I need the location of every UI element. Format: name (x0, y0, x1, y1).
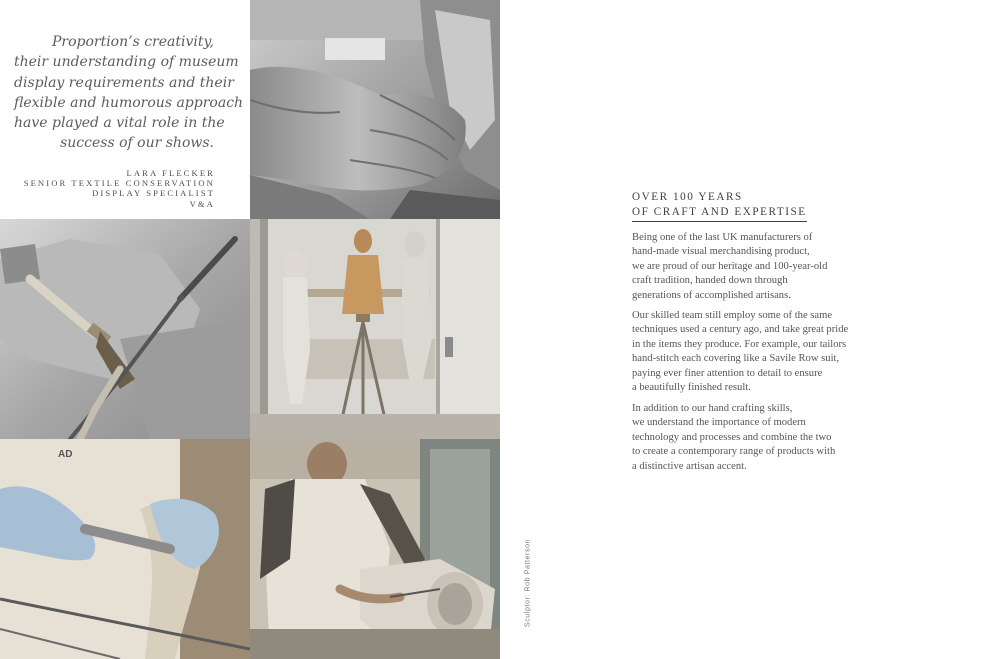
paragraph-modern-technology (632, 402, 892, 474)
paragraph-line: a beautifully finished result. (632, 382, 751, 394)
paragraph-line: craft tradition, handed down through (632, 275, 788, 287)
quote-line: have played a vital role in the (14, 115, 225, 132)
paragraph-line: generations of accomplished artisans. (632, 289, 791, 301)
paragraph-line: paying ever finer attention to detail to ensure (632, 367, 823, 379)
attribution-organisation: V&A (189, 198, 215, 209)
paragraph-line: hand-stitch each covering like a Savile Row suit, (632, 353, 840, 365)
attribution-title: DISPLAY SPECIALIST (92, 188, 215, 199)
photo-brush-knife (0, 219, 250, 439)
paragraph-line: we are proud of our heritage and 100-year-old (632, 260, 828, 272)
quote-attribution (24, 168, 215, 209)
paragraph-line: techniques used a century ago, and take great pride (632, 324, 849, 336)
attribution-name: LARA FLECKER (126, 168, 215, 178)
attribution-title: SENIOR TEXTILE CONSERVATION (23, 178, 215, 189)
section-heading (632, 190, 807, 222)
paragraph-line: technology and processes and combine the two (632, 431, 832, 443)
quote-line: Proportion’s creativity, (51, 34, 214, 50)
heading-line: OVER 100 YEARS (632, 191, 743, 203)
quote-line: their understanding of museum (14, 54, 239, 71)
photo-sculptor (250, 439, 500, 659)
paragraph-line: Our skilled team still employ some of the same (632, 310, 833, 321)
paragraph-line: In addition to our hand crafting skills, (632, 403, 793, 414)
photo-credit-text: Sculptor: Rob Patterson (524, 538, 532, 627)
photo-credit (521, 535, 535, 630)
svg-text:AD: AD (58, 449, 73, 460)
heading-line-underlined: OF CRAFT AND EXPERTISE (632, 205, 807, 222)
paragraph-line: we understand the importance of modern (632, 417, 806, 429)
paragraph-line: to create a contemporary range of products with (632, 446, 836, 458)
photo-mannequins (250, 219, 500, 439)
paragraph-skilled-team (632, 309, 892, 395)
paragraph-line: hand-made visual merchandising product, (632, 246, 810, 258)
quote-line: flexible and humorous approach (14, 94, 244, 111)
paragraph-heritage (632, 231, 892, 303)
paragraph-line: a distinctive artisan accent. (632, 460, 747, 472)
quote-block (0, 0, 250, 219)
photo-hands-clay (250, 0, 500, 219)
testimonial-quote (14, 32, 244, 154)
quote-line: display requirements and their (14, 74, 234, 91)
photo-gloved-hands (0, 439, 250, 659)
quote-line: success of our shows. (60, 135, 214, 152)
paragraph-line: Being one of the last UK manufacturers of (632, 232, 813, 243)
paragraph-line: in the items they produce. For example, our tailors (632, 338, 847, 350)
